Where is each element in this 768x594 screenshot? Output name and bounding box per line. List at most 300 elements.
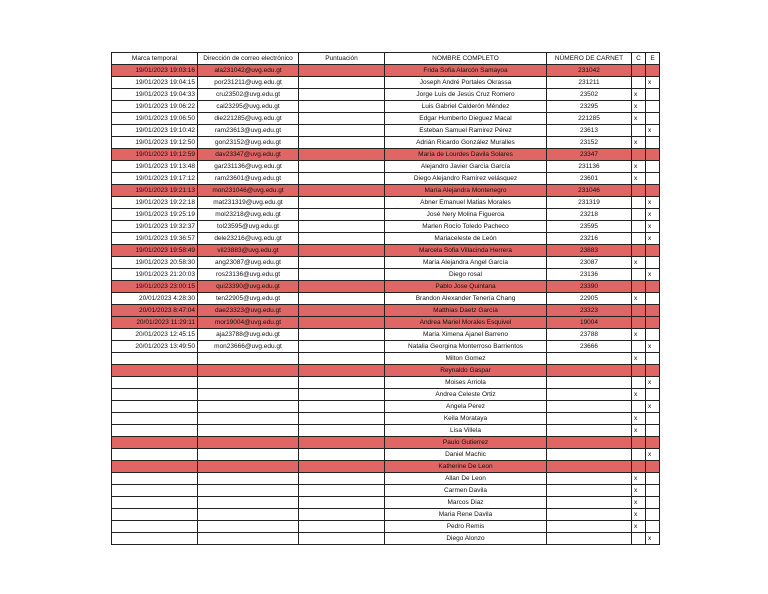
carnet-cell[interactable]: 231211 bbox=[547, 77, 632, 89]
email-cell[interactable]: ang23087@uvg.edu.gt bbox=[198, 257, 299, 269]
table-row bbox=[112, 101, 660, 113]
c-mark-cell[interactable]: x bbox=[632, 329, 646, 341]
c-mark-cell[interactable] bbox=[632, 197, 646, 209]
score-cell[interactable] bbox=[299, 161, 385, 173]
table-row bbox=[112, 173, 660, 185]
carnet-cell[interactable]: 23136 bbox=[547, 269, 632, 281]
timestamp-cell[interactable]: 20/01/2023 11:29:11 bbox=[112, 317, 198, 329]
c-mark-cell[interactable] bbox=[632, 233, 646, 245]
c-mark-cell[interactable]: x bbox=[632, 473, 646, 485]
email-cell[interactable] bbox=[198, 389, 299, 401]
carnet-cell[interactable]: 23666 bbox=[547, 341, 632, 353]
timestamp-cell[interactable]: 19/01/2023 19:32:37 bbox=[112, 221, 198, 233]
score-cell[interactable] bbox=[299, 413, 385, 425]
carnet-cell[interactable]: 221285 bbox=[547, 113, 632, 125]
name-cell[interactable]: Andrea Mariel Morales Esquivel bbox=[385, 317, 547, 329]
name-cell[interactable]: Pablo Jose Quintana bbox=[385, 281, 547, 293]
e-mark-cell[interactable] bbox=[646, 245, 660, 257]
e-mark-cell[interactable] bbox=[646, 89, 660, 101]
name-cell[interactable]: Allan De Leon bbox=[385, 473, 547, 485]
name-cell[interactable]: Marlen Rocío Toledo Pacheco bbox=[385, 221, 547, 233]
timestamp-cell[interactable]: 19/01/2023 19:12:50 bbox=[112, 137, 198, 149]
timestamp-cell[interactable] bbox=[112, 413, 198, 425]
timestamp-cell[interactable]: 20/01/2023 13:49:50 bbox=[112, 341, 198, 353]
score-cell[interactable] bbox=[299, 173, 385, 185]
score-cell[interactable] bbox=[299, 233, 385, 245]
score-cell[interactable] bbox=[299, 377, 385, 389]
email-cell[interactable]: mor19004@uvg.edu.gt bbox=[198, 317, 299, 329]
email-cell[interactable] bbox=[198, 365, 299, 377]
timestamp-cell[interactable]: 19/01/2023 19:03:16 bbox=[112, 65, 198, 77]
name-cell[interactable]: Marcos Diaz bbox=[385, 497, 547, 509]
name-cell[interactable]: María de Lourdes Davila Solares bbox=[385, 149, 547, 161]
table-row bbox=[112, 425, 660, 437]
table-row bbox=[112, 341, 660, 353]
c-mark-cell[interactable] bbox=[632, 125, 646, 137]
name-cell[interactable]: Paulo Gutierrez bbox=[385, 437, 547, 449]
email-cell[interactable] bbox=[198, 533, 299, 545]
name-cell[interactable]: María Alejandra Angel García bbox=[385, 257, 547, 269]
carnet-cell[interactable]: 231319 bbox=[547, 197, 632, 209]
e-mark-cell[interactable]: x bbox=[646, 401, 660, 413]
score-cell[interactable] bbox=[299, 437, 385, 449]
name-cell[interactable]: Carmen Davila bbox=[385, 485, 547, 497]
name-cell[interactable]: Natalia Georgina Monterroso Barrientos bbox=[385, 341, 547, 353]
email-cell[interactable]: mat231319@uvg.edu.gt bbox=[198, 197, 299, 209]
name-cell[interactable]: Diego rosal bbox=[385, 269, 547, 281]
score-cell[interactable] bbox=[299, 125, 385, 137]
score-cell[interactable] bbox=[299, 65, 385, 77]
e-mark-cell[interactable] bbox=[646, 305, 660, 317]
name-cell[interactable]: Pedro Remis bbox=[385, 521, 547, 533]
email-cell[interactable]: tol23595@uvg.edu.gt bbox=[198, 221, 299, 233]
score-cell[interactable] bbox=[299, 101, 385, 113]
email-cell[interactable]: por231211@uvg.edu.gt bbox=[198, 77, 299, 89]
name-cell[interactable]: Lisa Villela bbox=[385, 425, 547, 437]
carnet-cell[interactable]: 23883 bbox=[547, 245, 632, 257]
email-cell[interactable] bbox=[198, 413, 299, 425]
c-mark-cell[interactable] bbox=[632, 533, 646, 545]
carnet-cell[interactable]: 22905 bbox=[547, 293, 632, 305]
carnet-cell[interactable] bbox=[547, 485, 632, 497]
carnet-cell[interactable] bbox=[547, 437, 632, 449]
timestamp-cell[interactable]: 20/01/2023 8:47:04 bbox=[112, 305, 198, 317]
carnet-cell[interactable]: 23216 bbox=[547, 233, 632, 245]
email-cell[interactable]: gar231136@uvg.edu.gt bbox=[198, 161, 299, 173]
score-cell[interactable] bbox=[299, 341, 385, 353]
c-mark-cell[interactable] bbox=[632, 401, 646, 413]
name-cell[interactable]: Angela Perez bbox=[385, 401, 547, 413]
e-mark-cell[interactable]: x bbox=[646, 341, 660, 353]
e-mark-cell[interactable] bbox=[646, 281, 660, 293]
timestamp-cell[interactable]: 19/01/2023 19:22:18 bbox=[112, 197, 198, 209]
e-mark-cell[interactable] bbox=[646, 365, 660, 377]
e-mark-cell[interactable] bbox=[646, 65, 660, 77]
e-mark-cell[interactable]: x bbox=[646, 533, 660, 545]
e-mark-cell[interactable] bbox=[646, 389, 660, 401]
table-row bbox=[112, 221, 660, 233]
e-mark-cell[interactable]: x bbox=[646, 125, 660, 137]
table-row bbox=[112, 149, 660, 161]
c-mark-cell[interactable]: x bbox=[632, 161, 646, 173]
carnet-cell[interactable] bbox=[547, 413, 632, 425]
e-mark-cell[interactable] bbox=[646, 137, 660, 149]
c-mark-cell[interactable]: x bbox=[632, 173, 646, 185]
carnet-cell[interactable]: 23390 bbox=[547, 281, 632, 293]
name-cell[interactable]: María Ximena Ajanel Barreno bbox=[385, 329, 547, 341]
table-row bbox=[112, 509, 660, 521]
table-row bbox=[112, 497, 660, 509]
carnet-cell[interactable] bbox=[547, 473, 632, 485]
e-mark-cell[interactable]: x bbox=[646, 209, 660, 221]
score-cell[interactable] bbox=[299, 473, 385, 485]
score-cell[interactable] bbox=[299, 281, 385, 293]
e-mark-cell[interactable] bbox=[646, 113, 660, 125]
e-mark-cell[interactable]: x bbox=[646, 269, 660, 281]
score-cell[interactable] bbox=[299, 209, 385, 221]
timestamp-cell[interactable] bbox=[112, 449, 198, 461]
e-mark-cell[interactable] bbox=[646, 173, 660, 185]
score-cell[interactable] bbox=[299, 137, 385, 149]
attendance-sheet bbox=[111, 52, 660, 545]
name-cell[interactable]: Luis Gabriel Calderón Méndez bbox=[385, 101, 547, 113]
timestamp-cell[interactable] bbox=[112, 401, 198, 413]
name-cell[interactable]: Reynaldo Gaspar bbox=[385, 365, 547, 377]
carnet-cell[interactable]: 23788 bbox=[547, 329, 632, 341]
timestamp-cell[interactable]: 19/01/2023 19:21:13 bbox=[112, 185, 198, 197]
score-cell[interactable] bbox=[299, 425, 385, 437]
e-mark-cell[interactable] bbox=[646, 161, 660, 173]
carnet-cell[interactable]: 19004 bbox=[547, 317, 632, 329]
c-mark-cell[interactable]: x bbox=[632, 293, 646, 305]
name-cell[interactable]: Alejandro Javier García García bbox=[385, 161, 547, 173]
email-cell[interactable] bbox=[198, 425, 299, 437]
score-cell[interactable] bbox=[299, 197, 385, 209]
c-mark-cell[interactable] bbox=[632, 449, 646, 461]
timestamp-cell[interactable] bbox=[112, 365, 198, 377]
carnet-cell[interactable]: 23502 bbox=[547, 89, 632, 101]
carnet-cell[interactable]: 23087 bbox=[547, 257, 632, 269]
timestamp-cell[interactable]: 19/01/2023 21:20:03 bbox=[112, 269, 198, 281]
name-cell[interactable]: Katherine De Leon bbox=[385, 461, 547, 473]
score-cell[interactable] bbox=[299, 533, 385, 545]
score-cell[interactable] bbox=[299, 185, 385, 197]
carnet-cell[interactable]: 23595 bbox=[547, 221, 632, 233]
timestamp-cell[interactable] bbox=[112, 533, 198, 545]
email-cell[interactable]: gon23152@uvg.edu.gt bbox=[198, 137, 299, 149]
name-cell[interactable]: Diego Alonzo bbox=[385, 533, 547, 545]
score-cell[interactable] bbox=[299, 485, 385, 497]
score-cell[interactable] bbox=[299, 509, 385, 521]
score-cell[interactable] bbox=[299, 353, 385, 365]
timestamp-cell[interactable]: 20/01/2023 4:28:30 bbox=[112, 293, 198, 305]
c-mark-cell[interactable]: x bbox=[632, 485, 646, 497]
c-mark-cell[interactable]: x bbox=[632, 113, 646, 125]
timestamp-cell[interactable]: 19/01/2023 19:06:22 bbox=[112, 101, 198, 113]
name-cell[interactable]: Esteban Samuel Ramirez Pérez bbox=[385, 125, 547, 137]
carnet-cell[interactable] bbox=[547, 377, 632, 389]
score-cell[interactable] bbox=[299, 305, 385, 317]
score-cell[interactable] bbox=[299, 401, 385, 413]
name-cell[interactable]: Keila Morataya bbox=[385, 413, 547, 425]
name-cell[interactable]: Adrián Ricardo González Muralles bbox=[385, 137, 547, 149]
timestamp-cell[interactable] bbox=[112, 353, 198, 365]
email-cell[interactable]: qui23390@uvg.edu.gt bbox=[198, 281, 299, 293]
e-mark-cell[interactable] bbox=[646, 413, 660, 425]
timestamp-cell[interactable]: 19/01/2023 19:13:48 bbox=[112, 161, 198, 173]
email-cell[interactable]: cal23295@uvg.edu.gt bbox=[198, 101, 299, 113]
score-cell[interactable] bbox=[299, 257, 385, 269]
timestamp-cell[interactable]: 19/01/2023 19:36:57 bbox=[112, 233, 198, 245]
e-mark-cell[interactable] bbox=[646, 509, 660, 521]
c-mark-cell[interactable] bbox=[632, 269, 646, 281]
email-cell[interactable] bbox=[198, 485, 299, 497]
name-cell[interactable]: Joseph André Portales Okrassa bbox=[385, 77, 547, 89]
carnet-cell[interactable] bbox=[547, 353, 632, 365]
e-mark-cell[interactable]: x bbox=[646, 77, 660, 89]
score-cell[interactable] bbox=[299, 389, 385, 401]
e-mark-cell[interactable] bbox=[646, 485, 660, 497]
email-cell[interactable]: mon231046@uvg.edu.gt bbox=[198, 185, 299, 197]
e-mark-cell[interactable] bbox=[646, 293, 660, 305]
score-cell[interactable] bbox=[299, 461, 385, 473]
email-cell[interactable]: die221285@uvg.edu.gt bbox=[198, 113, 299, 125]
c-mark-cell[interactable]: x bbox=[632, 497, 646, 509]
c-mark-cell[interactable] bbox=[632, 209, 646, 221]
email-cell[interactable] bbox=[198, 401, 299, 413]
timestamp-cell[interactable]: 19/01/2023 19:17:12 bbox=[112, 173, 198, 185]
carnet-cell[interactable] bbox=[547, 509, 632, 521]
carnet-cell[interactable] bbox=[547, 425, 632, 437]
e-mark-cell[interactable] bbox=[646, 521, 660, 533]
timestamp-cell[interactable] bbox=[112, 521, 198, 533]
header-c: C bbox=[632, 53, 646, 65]
e-mark-cell[interactable]: x bbox=[646, 233, 660, 245]
email-cell[interactable]: mol23218@uvg.edu.gt bbox=[198, 209, 299, 221]
c-mark-cell[interactable] bbox=[632, 377, 646, 389]
c-mark-cell[interactable]: x bbox=[632, 425, 646, 437]
email-cell[interactable]: ros23136@uvg.edu.gt bbox=[198, 269, 299, 281]
name-cell[interactable]: Matthias Daetz García bbox=[385, 305, 547, 317]
c-mark-cell[interactable]: x bbox=[632, 101, 646, 113]
e-mark-cell[interactable] bbox=[646, 473, 660, 485]
e-mark-cell[interactable] bbox=[646, 257, 660, 269]
c-mark-cell[interactable]: x bbox=[632, 137, 646, 149]
score-cell[interactable] bbox=[299, 497, 385, 509]
email-cell[interactable] bbox=[198, 377, 299, 389]
timestamp-cell[interactable]: 19/01/2023 19:12:59 bbox=[112, 149, 198, 161]
carnet-cell[interactable]: 231136 bbox=[547, 161, 632, 173]
name-cell[interactable]: Edgar Humberto Dieguez Macal bbox=[385, 113, 547, 125]
c-mark-cell[interactable] bbox=[632, 365, 646, 377]
c-mark-cell[interactable] bbox=[632, 149, 646, 161]
timestamp-cell[interactable]: 19/01/2023 19:06:50 bbox=[112, 113, 198, 125]
score-cell[interactable] bbox=[299, 293, 385, 305]
email-cell[interactable]: ram23613@uvg.edu.gt bbox=[198, 125, 299, 137]
carnet-cell[interactable]: 23218 bbox=[547, 209, 632, 221]
e-mark-cell[interactable]: x bbox=[646, 377, 660, 389]
email-cell[interactable] bbox=[198, 449, 299, 461]
score-cell[interactable] bbox=[299, 317, 385, 329]
carnet-cell[interactable]: 231042 bbox=[547, 65, 632, 77]
score-cell[interactable] bbox=[299, 89, 385, 101]
e-mark-cell[interactable] bbox=[646, 437, 660, 449]
c-mark-cell[interactable] bbox=[632, 461, 646, 473]
name-cell[interactable]: Maria Rene Davila bbox=[385, 509, 547, 521]
carnet-cell[interactable]: 23601 bbox=[547, 173, 632, 185]
carnet-cell[interactable] bbox=[547, 533, 632, 545]
email-cell[interactable]: cru23502@uvg.edu.gt bbox=[198, 89, 299, 101]
carnet-cell[interactable]: 231046 bbox=[547, 185, 632, 197]
name-cell[interactable]: Milton Gomez bbox=[385, 353, 547, 365]
c-mark-cell[interactable] bbox=[632, 341, 646, 353]
score-cell[interactable] bbox=[299, 149, 385, 161]
c-mark-cell[interactable] bbox=[632, 245, 646, 257]
timestamp-cell[interactable] bbox=[112, 389, 198, 401]
e-mark-cell[interactable]: x bbox=[646, 197, 660, 209]
timestamp-cell[interactable]: 19/01/2023 19:25:19 bbox=[112, 209, 198, 221]
e-mark-cell[interactable]: x bbox=[646, 449, 660, 461]
carnet-cell[interactable]: 23613 bbox=[547, 125, 632, 137]
table-row bbox=[112, 161, 660, 173]
e-mark-cell[interactable] bbox=[646, 461, 660, 473]
email-cell[interactable]: dele23216@uvg.edu.gt bbox=[198, 233, 299, 245]
email-cell[interactable] bbox=[198, 497, 299, 509]
email-cell[interactable]: ram23601@uvg.edu.gt bbox=[198, 173, 299, 185]
c-mark-cell[interactable]: x bbox=[632, 353, 646, 365]
timestamp-cell[interactable] bbox=[112, 461, 198, 473]
email-cell[interactable]: dae23323@uvg.edu.gt bbox=[198, 305, 299, 317]
score-cell[interactable] bbox=[299, 365, 385, 377]
carnet-cell[interactable]: 23295 bbox=[547, 101, 632, 113]
c-mark-cell[interactable] bbox=[632, 317, 646, 329]
e-mark-cell[interactable] bbox=[646, 329, 660, 341]
email-cell[interactable] bbox=[198, 353, 299, 365]
name-cell[interactable]: Brandon Alexander Tenería Chang bbox=[385, 293, 547, 305]
score-cell[interactable] bbox=[299, 221, 385, 233]
c-mark-cell[interactable] bbox=[632, 185, 646, 197]
table-row bbox=[112, 449, 660, 461]
score-cell[interactable] bbox=[299, 521, 385, 533]
name-cell[interactable]: Andrea Celeste Ortiz bbox=[385, 389, 547, 401]
name-cell[interactable]: Abner Emanuel Matias Morales bbox=[385, 197, 547, 209]
email-cell[interactable] bbox=[198, 521, 299, 533]
e-mark-cell[interactable] bbox=[646, 101, 660, 113]
timestamp-cell[interactable] bbox=[112, 485, 198, 497]
name-cell[interactable]: Mariaceleste de León bbox=[385, 233, 547, 245]
timestamp-cell[interactable]: 19/01/2023 19:04:33 bbox=[112, 89, 198, 101]
e-mark-cell[interactable] bbox=[646, 353, 660, 365]
header-row bbox=[112, 53, 660, 65]
timestamp-cell[interactable] bbox=[112, 437, 198, 449]
email-cell[interactable] bbox=[198, 437, 299, 449]
header-score: Puntuación bbox=[299, 53, 385, 65]
header-carnet: NÚMERO DE CARNET bbox=[547, 53, 632, 65]
email-cell[interactable]: mon23666@uvg.edu.gt bbox=[198, 341, 299, 353]
carnet-cell[interactable]: 23152 bbox=[547, 137, 632, 149]
timestamp-cell[interactable] bbox=[112, 497, 198, 509]
e-mark-cell[interactable] bbox=[646, 149, 660, 161]
e-mark-cell[interactable] bbox=[646, 317, 660, 329]
c-mark-cell[interactable] bbox=[632, 281, 646, 293]
name-cell[interactable]: Frida Sofia Alarcón Samayoa bbox=[385, 65, 547, 77]
c-mark-cell[interactable]: x bbox=[632, 509, 646, 521]
c-mark-cell[interactable] bbox=[632, 437, 646, 449]
timestamp-cell[interactable]: 19/01/2023 19:10:42 bbox=[112, 125, 198, 137]
c-mark-cell[interactable] bbox=[632, 77, 646, 89]
c-mark-cell[interactable]: x bbox=[632, 413, 646, 425]
carnet-cell[interactable]: 23347 bbox=[547, 149, 632, 161]
name-cell[interactable]: María Alejandra Montenegro bbox=[385, 185, 547, 197]
table-row bbox=[112, 233, 660, 245]
timestamp-cell[interactable]: 19/01/2023 20:58:30 bbox=[112, 257, 198, 269]
carnet-cell[interactable] bbox=[547, 401, 632, 413]
name-cell[interactable]: Moises Arriola bbox=[385, 377, 547, 389]
email-cell[interactable]: vil23883@uvg.edu.gt bbox=[198, 245, 299, 257]
score-cell[interactable] bbox=[299, 329, 385, 341]
timestamp-cell[interactable]: 19/01/2023 19:58:49 bbox=[112, 245, 198, 257]
c-mark-cell[interactable]: x bbox=[632, 389, 646, 401]
table-row bbox=[112, 353, 660, 365]
score-cell[interactable] bbox=[299, 77, 385, 89]
c-mark-cell[interactable]: x bbox=[632, 257, 646, 269]
email-cell[interactable] bbox=[198, 461, 299, 473]
email-cell[interactable] bbox=[198, 509, 299, 521]
c-mark-cell[interactable]: x bbox=[632, 89, 646, 101]
timestamp-cell[interactable] bbox=[112, 425, 198, 437]
timestamp-cell[interactable] bbox=[112, 509, 198, 521]
email-cell[interactable]: aja23788@uvg.edu.gt bbox=[198, 329, 299, 341]
e-mark-cell[interactable]: x bbox=[646, 221, 660, 233]
c-mark-cell[interactable] bbox=[632, 305, 646, 317]
email-cell[interactable]: dav23347@uvg.edu.gt bbox=[198, 149, 299, 161]
timestamp-cell[interactable]: 19/01/2023 19:04:15 bbox=[112, 77, 198, 89]
carnet-cell[interactable]: 23323 bbox=[547, 305, 632, 317]
e-mark-cell[interactable] bbox=[646, 425, 660, 437]
score-cell[interactable] bbox=[299, 449, 385, 461]
name-cell[interactable]: Daniel Machic bbox=[385, 449, 547, 461]
timestamp-cell[interactable]: 20/01/2023 12:45:15 bbox=[112, 329, 198, 341]
carnet-cell[interactable] bbox=[547, 497, 632, 509]
table-row bbox=[112, 365, 660, 377]
score-cell[interactable] bbox=[299, 269, 385, 281]
name-cell[interactable]: Marcela Sofia Villacinda Herrera bbox=[385, 245, 547, 257]
carnet-cell[interactable] bbox=[547, 389, 632, 401]
e-mark-cell[interactable] bbox=[646, 185, 660, 197]
email-cell[interactable] bbox=[198, 473, 299, 485]
carnet-cell[interactable] bbox=[547, 365, 632, 377]
carnet-cell[interactable] bbox=[547, 449, 632, 461]
score-cell[interactable] bbox=[299, 245, 385, 257]
name-cell[interactable]: Diego Alejandro Ramírez velásquez bbox=[385, 173, 547, 185]
table-row bbox=[112, 257, 660, 269]
e-mark-cell[interactable] bbox=[646, 497, 660, 509]
carnet-cell[interactable] bbox=[547, 521, 632, 533]
name-cell[interactable]: José Nery Molina Figueroa bbox=[385, 209, 547, 221]
timestamp-cell[interactable]: 19/01/2023 23:00:15 bbox=[112, 281, 198, 293]
header-timestamp: Marca temporal bbox=[112, 53, 198, 65]
carnet-cell[interactable] bbox=[547, 461, 632, 473]
timestamp-cell[interactable] bbox=[112, 473, 198, 485]
timestamp-cell[interactable] bbox=[112, 377, 198, 389]
c-mark-cell[interactable] bbox=[632, 221, 646, 233]
c-mark-cell[interactable]: x bbox=[632, 521, 646, 533]
name-cell[interactable]: Jorge Luis de Jesús Cruz Romero bbox=[385, 89, 547, 101]
email-cell[interactable]: ala231042@uvg.edu.gt bbox=[198, 65, 299, 77]
c-mark-cell[interactable] bbox=[632, 65, 646, 77]
email-cell[interactable]: ten22905@uvg.edu.gt bbox=[198, 293, 299, 305]
score-cell[interactable] bbox=[299, 113, 385, 125]
